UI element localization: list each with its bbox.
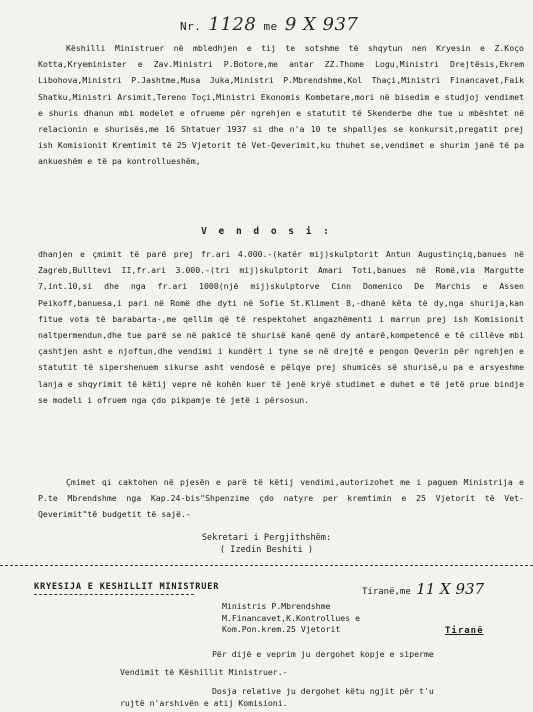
intro-paragraph — [38, 40, 524, 170]
date-label: me — [263, 20, 278, 33]
closing-paragraph — [38, 474, 524, 523]
signature-name: ( Izedin Beshiti ) — [219, 545, 314, 555]
footer-city: Tiranë,me — [362, 587, 411, 597]
office-underline — [34, 594, 194, 595]
addressee-block — [222, 601, 360, 636]
footer-date-handwritten: 11 X 937 — [416, 580, 485, 598]
addressee-line: Kom.Pon.krem.25 Vjetorit — [222, 624, 341, 634]
addressee-line: M.Financavet,K.Kontrollues e — [222, 612, 361, 623]
footer-date — [362, 580, 484, 598]
office-title — [34, 582, 219, 595]
city-stamp: Tiranë — [445, 626, 484, 636]
decision-text: dhanjen e çmimit të parë prej fr.ari 4.000.-(katër mij)skulptorit Antun Augustinçiq,banues në Zagreb,Bulltevi II,fr.ari 3.000.-(tri mij)skulptorit Amari Toti,banues në Romë,via Margutte 7,int.10,si dhe nga fr.ari 1000(një mij)skulptorve Cinn Domenico De Marchis e Assen Peikoff,banuesa,i pari në Romë dhe dyti në Sofie St.Kliment 8,-dhanë këta të dy,nga shurija,kan fitue vota të barabarta-,me qellim që të respektohet angazhëmenti i marrun prej ish Komisionit naltpermendun,dhe tue parë se në pakicë të shurisë kanë qenë dy antarë,kompetencë e të cillëve mbi çashtjen asht e njoftun,dhe vendimi i kundërt i tyne se në drejtë e pengon Qeverin për ngrehjen e statutit të sipershenuem sikurse asht vendosë e pëlqye prej shumicës së shurisë,u pa e arsyeshme lanja e shqyrimit të këtij vepre në kohën kuer të jenë kryë studimet e duhet e të jetë prue bindje se modeli i ofruem nga çdo pikpamje të jetë i përsosun. — [38, 249, 524, 405]
note-line: Dosja relative ju dergohet këtu ngjit për t'u — [212, 686, 434, 696]
intro-text: Këshilli Ministruer në mbledhjen e tij te sotshme të shqytun nen Kryesin e Z.Koço Kotta,Kryeminister e Zav.Ministri P.Botore,me antar ZZ.Thome Logu,Ministri Drejtësis,Ekrem Libohova,Ministri P.Jashtme,Musa Juka,Ministri P.Mbrendshme,Kol Thaçi,Ministri Financavet,Faik Shatku,Ministri Arsimit,Tereno Toçi,Ministri Ekonomis Kombetare,mori në bisedim e studjoj vendimet e shuris dhanun mbi modelet e ofrueme për ngrehjen e statutit të Skenderbe dhe tue u mbështet në relacionin e shurisës,me 16 Shtatuer 1937 si dhe n'a 10 te shpalljes se konkursit,pregatit prej ish Komisionit Kremtimit të 25 Vjetorit të Vet-Qeverimit,ku thuhet se,vendimet e shurim janë të pa ankueshëm e të pa kontrollueshëm, — [38, 43, 524, 167]
closing-text: Çmimet qi caktohen në pjesën e parë të këtij vendimi,autorizohet me i paguem Ministrija e P.te Mbrendshme nga Kap.24-bis"Shpenzime çdo natyre per kremtimin e 25 Vjetorit të Vet-Qeverimit"të budgetit të sajë.- — [38, 477, 524, 520]
reference-number — [180, 14, 358, 35]
decision-body — [38, 246, 524, 408]
nr-label: Nr. — [180, 20, 202, 33]
separator-line — [0, 565, 533, 566]
addressee-line: Ministris P.Mbrendshme — [222, 601, 331, 611]
decision-heading: V e n d o s i : — [201, 226, 332, 237]
note-line: Për dijë e veprim ju dergohet kopje e siperme — [212, 649, 434, 659]
office-name: KRYESIJA E KESHILLIT MINISTRUER — [34, 582, 220, 592]
note-line: Vendimit të Këshillit Ministruer.- — [120, 667, 288, 677]
note-line: rujtë n'arshivën e atij Komisioni. — [120, 698, 288, 708]
date-handwritten: 9 X 937 — [284, 14, 359, 35]
signature-title: Sekretari i Pergjithshëm: — [201, 533, 332, 543]
nr-handwritten: 1128 — [208, 14, 257, 35]
